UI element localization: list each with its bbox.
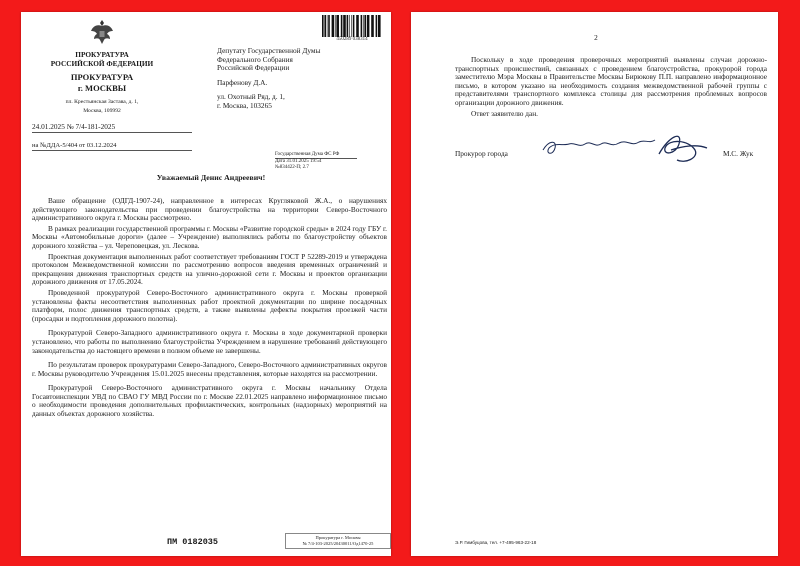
barcode-bar [363,15,364,37]
org-line-1: ПРОКУРАТУРА [75,50,129,59]
barcode-bar [378,15,381,37]
barcode-bar [351,15,352,37]
body-paragraph: Ваше обращение (ОДГД-1907-24), направленное в интересах Кругляковой Ж.А., о нарушениях действующего законодательства при проведении благоустройства на территории Северо-Восточного административного округа г. Москвы рассмотрено. [32,196,387,223]
signature-title: Прокурор города [455,149,508,158]
barcode-number: 450289 038314 [336,37,368,42]
signature-icon [539,130,659,165]
barcode-bar [332,15,335,37]
signature-icon [649,124,711,169]
barcode-bar [371,15,374,37]
barcode-icon [321,15,383,37]
executor-contact: Э.Р. Гимбуцова, тел. +7-495-963-22-18 [455,540,537,545]
salutation: Уважаемый Денис Андреевич! [156,173,266,182]
footer-stamp [285,533,391,549]
recipient-line: Депутату Государственной Думы [217,46,321,55]
body-paragraph: Прокуратурой Северо-Западного административного округа г. Москвы в ходе документарной проверки установлено, что работы по выполнению благоустройства Учреждением в нарушение требований действующего законодательства до настоящего времени в полном объеме не завершены. [32,328,387,355]
coat-of-arms-icon [89,17,115,47]
barcode-bar [327,15,328,37]
signature-name: М.С. Жук [723,149,754,158]
barcode-bar [356,15,359,37]
serial-number: ПМ 0182035 [167,537,219,547]
org-line-2: РОССИЙСКОЙ ФЕДЕРАЦИИ [50,58,154,68]
barcode-bar [322,15,324,37]
body-paragraph: По результатам проверок прокуратурами Северо-Западного, Северо-Восточного административных округов г. Москвы руководителю Учреждения 15.01.2025 внесены представления, которые находятся на рассмотрении. [32,360,387,378]
letter-body [32,197,387,421]
stamp-line: Государственная Дума ФС РФ [275,152,357,159]
barcode-bar [353,15,355,37]
barcode-bar [367,15,370,37]
address-line-2: Москва, 109992 [83,107,121,114]
body-paragraph: Проведенной прокуратурой Северо-Восточного административного округа г. Москвы проверкой установлены факты несоответствия выполненных работ проектной документации по ширине посадочных платформ, полос движения транспортных средств, а также выявлены дефекты покрытия проезжей части (просадки и подтопления дорожного полотна). [32,287,387,323]
body-paragraph: Прокуратурой Северо-Восточного административного округа г. Москвы начальнику Отдела Госавтоинспекции УВД по СВАО ГУ МВД России по г. Москве 22.01.2025 направлено информационное письмо о необходимости проведения дополнительных профилактических, контрольных (надзорных) мероприятий на данных объектах дорожного хозяйства. [32,383,387,419]
dept-line-1: ПРОКУРАТУРА [70,72,134,82]
outgoing-number: 24.01.2025 № 7/4-181-2025 [32,123,192,133]
dept-line-2: г. МОСКВЫ [77,83,127,93]
recipient-block [217,47,382,111]
closing-line: Ответ заявителю дан. [471,108,538,118]
letter-page-2 [411,12,778,556]
registration-stamp [275,152,357,170]
footer-stamp-line: № 7/4-103-2025/20430011/Од1470-25 [302,541,374,546]
barcode-bar [376,15,378,37]
barcode-bar [341,15,343,37]
barcode-bar [349,15,350,37]
recipient-line: Российской Федерации [217,63,290,73]
stamp-line: Дата 31.01.2025 19:54 [275,158,322,164]
body-paragraph: В рамках реализации государственной программы г. Москвы «Развитие городской среды» в 2024 году ГБУ г. Москвы «Автомобильные дороги» (далее – Учреждение) выполнялись работы по благоустройству объектов дорожного хозяйства – ул. Череповецкая, ул. Лескова. [32,223,387,250]
body-paragraph: Проектная документация выполненных работ соответствует требованиям ГОСТ Р 52289-2019 и утверждена протоколом Межведомственной комиссии по рассмотрению вопросов введения временных ограничений и прекращения движения транспортных средств на улично-дорожной сети г. Москвы и проектов организации дорожного движения от 17.05.2024. [32,251,387,287]
barcode-bar [364,15,366,37]
barcode-bar [335,15,336,37]
letter-page-1 [21,12,391,556]
barcode-bar [324,15,326,37]
recipient-line: ул. Охотный Ряд, д. 1, [217,92,285,102]
page-number: 2 [594,33,598,42]
page2-paragraph: Поскольку в ходе проведения проверочных мероприятий выявлены случаи дорожно-транспортных происшествий, связанных с проведением благоустройства, прокуророй города заместителю Мэра Москвы в Правительстве Москвы Бирюкову П.П. направлено информационное письмо, в котором указано на необходимость создания межведомственной рабочей группы с представителями транспортного комплекса столицы для рассмотрения проблемных вопросов организации дорожного движения. [455,55,767,107]
barcode-bar [336,15,339,37]
barcode-bar [343,15,346,37]
stamp-line: №834422-П; 2.7 [275,164,309,170]
page2-body [455,56,767,120]
recipient-line: Федерального Собрания [217,54,293,64]
recipient-line: Парфенову Д.А. [217,77,268,87]
recipient-line: г. Москва, 103265 [217,100,272,110]
barcode-bar [361,15,363,37]
reference-number: на №ДДА-5/404 от 03.12.2024 [32,142,192,151]
barcode-bar [347,15,349,37]
address-line-1: пл. Крестьянская Застава, д. 1, [65,99,139,105]
barcode-bar [328,15,330,37]
footer-stamp-line: Прокуратура г. Москвы [315,535,361,540]
